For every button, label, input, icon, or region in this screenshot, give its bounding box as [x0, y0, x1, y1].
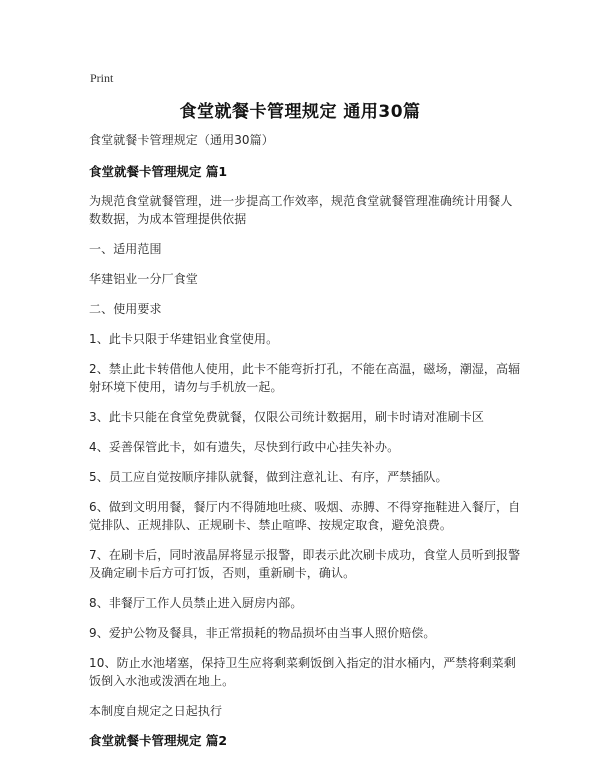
rule-item-2: 2、禁止此卡转借他人使用，此卡不能弯折打孔，不能在高温，磁场，潮湿，高辐射环境下使用，请勿与手机放一起。 — [89, 362, 521, 394]
section-heading-2: 食堂就餐卡管理规定 篇2 — [89, 733, 228, 748]
rule-item-4: 4、妥善保管此卡，如有遗失，尽快到行政中心挂失补办。 — [89, 440, 400, 454]
print-label: Print — [90, 71, 114, 85]
paragraph-effective: 本制度自规定之日起执行 — [89, 704, 223, 718]
heading-requirements: 二、使用要求 — [89, 302, 162, 316]
paragraph-intro: 为规范食堂就餐管理，进一步提高工作效率，规范食堂就餐管理准确统计用餐人数数据，为成本管理提供依据 — [89, 194, 513, 226]
rule-item-6: 6、做到文明用餐，餐厅内不得随地吐痰、吸烟、赤膊、不得穿拖鞋进入餐厅，自觉排队、正规排队、正规刷卡、禁止喧哗、按规定取食，避免浪费。 — [89, 500, 521, 532]
document-title: 食堂就餐卡管理规定 通用30篇 — [179, 102, 421, 122]
rule-item-10: 10、防止水池堵塞，保持卫生应将剩菜剩饭倒入指定的泔水桶内，严禁将剩菜剩饭倒入水池或泼洒在地上。 — [89, 656, 516, 688]
rule-item-8: 8、非餐厅工作人员禁止进入厨房内部。 — [89, 596, 303, 610]
heading-scope: 一、适用范围 — [89, 242, 162, 256]
document-body — [89, 131, 521, 761]
rule-item-9: 9、爱护公物及餐具，非正常损耗的物品损坏由当事人照价赔偿。 — [89, 626, 436, 640]
rule-item-7: 7、在刷卡后，同时液晶屏将显示报警，即表示此次刷卡成功，食堂人员听到报警及确定刷卡后方可打饭，否则，重新刷卡，确认。 — [89, 548, 521, 580]
rule-item-1: 1、此卡只限于华建铝业食堂使用。 — [89, 332, 279, 346]
section-heading-1: 食堂就餐卡管理规定 篇1 — [89, 164, 228, 179]
paragraph-scope: 华建铝业一分厂食堂 — [89, 272, 198, 286]
rule-item-3: 3、此卡只能在食堂免费就餐，仅限公司统计数据用，刷卡时请对准刷卡区 — [89, 410, 484, 424]
rule-item-5: 5、员工应自觉按顺序排队就餐，做到注意礼让、有序，严禁插队。 — [89, 470, 448, 484]
document-subtitle: 食堂就餐卡管理规定（通用30篇） — [89, 133, 274, 147]
